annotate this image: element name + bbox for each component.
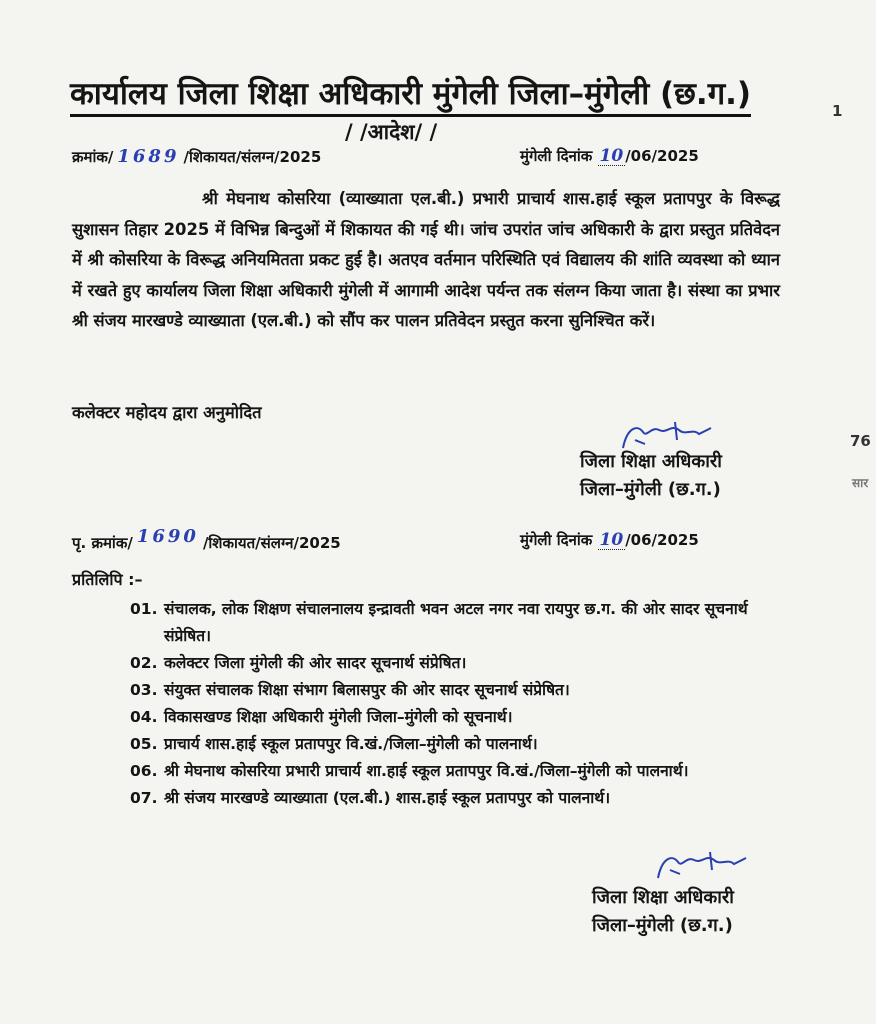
ref1-suffix: /शिकायत/संलग्न/2025 [183, 148, 322, 166]
list-item [130, 677, 790, 704]
list-item-number: 04. [130, 708, 158, 726]
list-item [130, 650, 790, 677]
list-item [130, 596, 790, 650]
ref1-line [72, 146, 321, 167]
list-item [130, 704, 790, 731]
ref1-date-label: मुंगेली दिनांक [520, 147, 593, 165]
list-item [130, 785, 790, 812]
list-item-number: 03. [130, 681, 158, 699]
list-item-number: 07. [130, 789, 158, 807]
list-item-text: विकासखण्ड शिक्षा अधिकारी मुंगेली जिला–मुंगेली को सूचनार्थ। [164, 708, 513, 726]
list-item-text: श्री मेघनाथ कोसरिया प्रभारी प्राचार्य शा.हाई स्कूल प्रतापपुर वि.खं./जिला–मुंगेली को पालनार्थ। [164, 762, 689, 780]
order-paragraph: श्री मेघनाथ कोसरिया (व्याख्याता एल.बी.) प्रभारी प्राचार्य शास.हाई स्कूल प्रतापपुर के विरूद्ध सुशासन तिहार 2025 में विभिन्न बिन्दुओं में शिकायत की गई थी। जांच उपरांत जांच अधिकारी के द्वारा प्रस्तुत प्रतिवेदन में श्री कोसरिया के विरूद्ध अनियमितता प्रकट हुई है। अतएव वर्तमान परिस्थिति एवं विद्यालय की शांति व्यवस्था को ध्यान में रखते हुए कार्यालय जिला शिक्षा अधिकारी मुंगेली में आगामी आदेश पर्यन्त तक संलग्न किया जाता है। संस्था का प्रभार श्री संजय मारखण्डे व्याख्याता (एल.बी.) को सौंप कर पालन प्रतिवेदन प्रस्तुत करना सुनिश्चित करें। [72, 189, 780, 330]
signature-scribble-2 [650, 850, 760, 886]
order-heading: / /आदेश/ / [345, 120, 438, 144]
signature-block-2 [592, 884, 734, 940]
ref2-suffix: /शिकायत/संलग्न/2025 [202, 534, 341, 552]
ref2-number: 1690 [136, 526, 199, 547]
list-item-number: 06. [130, 762, 158, 780]
list-item-number: 05. [130, 735, 158, 753]
margin-mark-top: 1 [832, 102, 843, 120]
list-item-text: प्राचार्य शास.हाई स्कूल प्रतापपुर वि.खं./जिला–मुंगेली को पालनार्थ। [164, 735, 538, 753]
margin-mark-text: सार [852, 476, 869, 490]
list-item-text: संचालक, लोक शिक्षण संचालनालय इन्द्रावती भवन अटल नगर नवा रायपुर छ.ग. की ओर सादर सूचनार्थ संप्रेषित। [164, 600, 748, 645]
signature2-designation: जिला शिक्षा अधिकारी [592, 887, 734, 908]
ref1-date-rest: /06/2025 [625, 147, 699, 165]
ref1-prefix: क्रमांक/ [72, 148, 114, 166]
list-item-text: कलेक्टर जिला मुंगेली की ओर सादर सूचनार्थ संप्रेषित। [164, 654, 467, 672]
copy-to-list [130, 596, 790, 812]
signature2-location: जिला–मुंगेली (छ.ग.) [592, 915, 733, 936]
list-item-number: 02. [130, 654, 158, 672]
signature1-location: जिला–मुंगेली (छ.ग.) [580, 479, 721, 500]
ref2-prefix: पृ. क्रमांक/ [72, 534, 133, 552]
list-item-text: श्री संजय मारखण्डे व्याख्याता (एल.बी.) शास.हाई स्कूल प्रतापपुर को पालनार्थ। [164, 789, 611, 807]
list-item [130, 758, 790, 785]
ref2-date-rest: /06/2025 [625, 531, 699, 549]
margin-mark-number: 76 [850, 432, 871, 450]
signature-block-1 [580, 448, 722, 504]
list-item-number: 01. [130, 600, 158, 618]
ref1-date [520, 146, 699, 166]
ref2-date [520, 530, 699, 550]
office-heading: कार्यालय जिला शिक्षा अधिकारी मुंगेली जिला–मुंगेली (छ.ग.) [70, 74, 751, 117]
ref2-line [72, 526, 341, 553]
ref2-date-day: 10 [599, 530, 624, 550]
ref1-date-day: 10 [599, 146, 624, 166]
list-item [130, 731, 790, 758]
signature1-designation: जिला शिक्षा अधिकारी [580, 451, 722, 472]
approval-note: कलेक्टर महोदय द्वारा अनुमोदित [72, 403, 262, 422]
list-item-text: संयुक्त संचालक शिक्षा संभाग बिलासपुर की ओर सादर सूचनार्थ संप्रेषित। [164, 681, 570, 699]
ref1-number: 1689 [117, 146, 180, 167]
order-body [72, 184, 780, 337]
copy-to-heading: प्रतिलिपि :– [72, 570, 143, 589]
ref2-date-label: मुंगेली दिनांक [520, 531, 593, 549]
